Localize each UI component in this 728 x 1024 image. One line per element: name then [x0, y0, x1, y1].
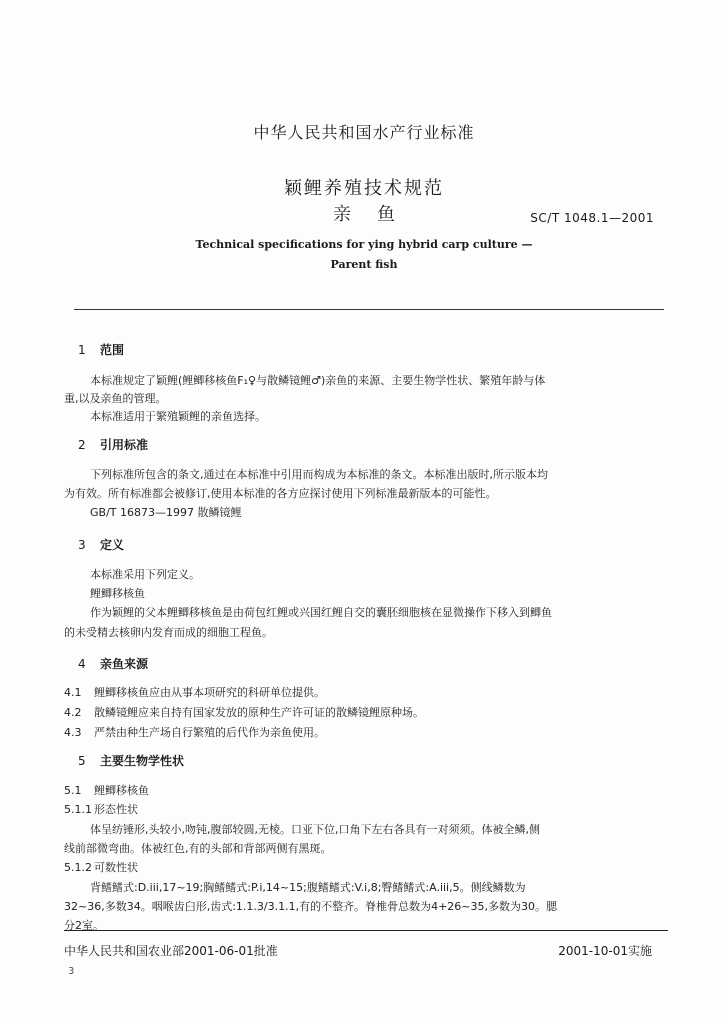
issuer-line: 中华人民共和国水产行业标准	[253, 123, 475, 142]
paragraph: 线前部微弯曲。体被红色,有的头部和背部两侧有黑斑。	[64, 842, 332, 855]
paragraph: 本标准采用下列定义。	[90, 568, 200, 581]
clause-4-3: 4.3 严禁由种生产场自行繁殖的后代作为亲鱼使用。	[64, 726, 325, 739]
implementation-date: 2001-10-01实施	[558, 944, 652, 958]
section-heading-sources: 4 亲鱼来源	[78, 657, 149, 671]
section-heading-traits: 5 主要生物学性状	[78, 754, 185, 768]
clause-5-1-2: 5.1.2 可数性状	[64, 861, 138, 874]
paragraph: 下列标准所包含的条文,通过在本标准中引用而构成为本标准的条文。本标准出版时,所示版本均	[90, 468, 548, 481]
clause-4-1: 4.1 鲤鲫移核鱼应由从事本项研究的科研单位提供。	[64, 686, 325, 699]
section-heading-references: 2 引用标准	[78, 438, 149, 452]
definition: 的未受精去核卵内发育而成的细胞工程鱼。	[64, 626, 273, 639]
english-title: Technical specifications for ying hybrid carp culture —	[195, 238, 533, 251]
section-heading-scope: 1 范围	[78, 343, 125, 357]
reference-entry: GB/T 16873—1997 散鳞镜鲤	[90, 506, 242, 519]
paragraph: 本标准适用于繁殖颖鲤的亲鱼选择。	[90, 410, 266, 423]
paragraph: 体呈纺锤形,头较小,吻钝,腹部较圆,无棱。口亚下位,口角下左右各具有一对须须。体被全鳞,侧	[90, 823, 540, 836]
paragraph: 重,以及亲鱼的管理。	[64, 392, 167, 405]
english-subtitle: Parent fish	[330, 258, 398, 271]
definition: 作为颖鲤的父本鲤鲫移核鱼是由荷包红鲤或兴国红鲤自交的囊胚细胞核在显微操作下移入到鲫鱼	[90, 606, 552, 619]
paragraph: 分2室。	[64, 919, 104, 932]
paragraph: 为有效。所有标准都会被修订,使用本标准的各方应探讨使用下列标准最新版本的可能性。	[64, 487, 497, 500]
document-title: 颖鲤养殖技术规范	[284, 178, 444, 199]
clause-5-1: 5.1 鲤鲫移核鱼	[64, 784, 149, 797]
standard-code: SC/T 1048.1—2001	[530, 211, 654, 225]
paragraph: 32~36,多数34。咽喉齿臼形,齿式:1.1.3/3.1.1,有的不整齐。脊椎骨总数为4+26~35,多数为30。腮	[64, 900, 558, 913]
header-divider	[74, 309, 664, 310]
footer-divider	[64, 930, 668, 931]
document-subtitle: 亲鱼	[333, 204, 421, 225]
approval-date: 中华人民共和国农业部2001-06-01批准	[64, 944, 278, 958]
clause-4-2: 4.2 散鳞镜鲤应来自持有国家发放的原种生产许可证的散鳞镜鲤原种场。	[64, 706, 424, 719]
paragraph: 本标准规定了颖鲤(鲤鲫移核鱼F₁♀与散鳞镜鲤♂)亲鱼的来源、主要生物学性状、繁殖年龄与体	[90, 374, 546, 387]
section-heading-definitions: 3 定义	[78, 538, 125, 552]
paragraph: 背鳍鳍式:D.iii,17~19;胸鳍鳍式:P.i,14~15;腹鳍鳍式:V.i,8;臀鳍鳍式:A.iii,5。侧线鳞数为	[90, 881, 526, 894]
defined-term: 鲤鲫移核鱼	[90, 587, 145, 600]
page-number: 3	[68, 966, 75, 977]
clause-5-1-1: 5.1.1 形态性状	[64, 803, 138, 816]
